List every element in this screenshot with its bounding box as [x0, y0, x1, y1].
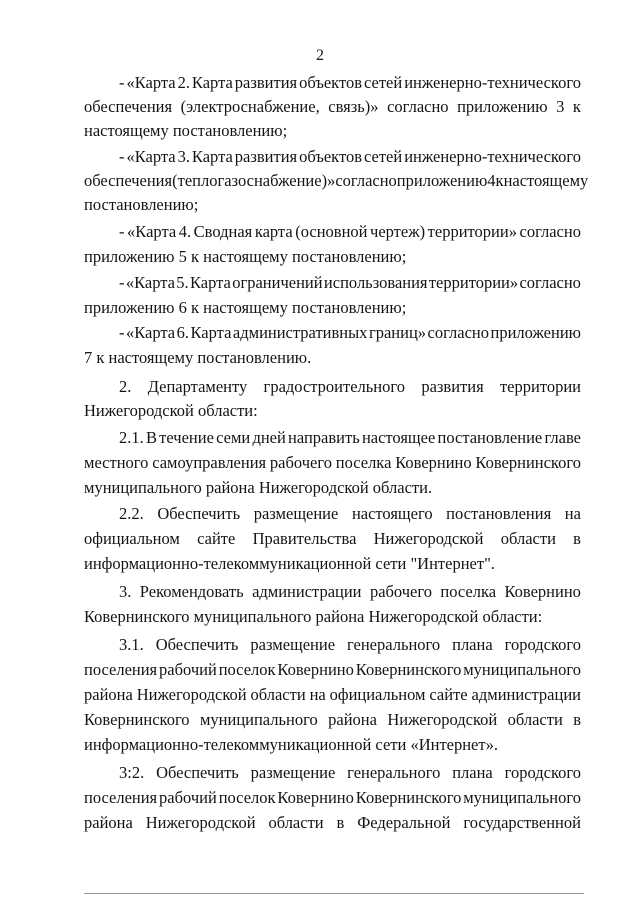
- word: сетей: [364, 147, 403, 166]
- word: ограничений: [232, 273, 323, 292]
- word: в: [573, 710, 581, 729]
- word: административных: [232, 323, 368, 342]
- word: В: [145, 428, 157, 447]
- word: объектов: [299, 73, 363, 92]
- text-line: постановлению;: [84, 195, 199, 214]
- text-line: [84, 710, 581, 730]
- text-line: 7 к настоящему постановлению.: [84, 348, 312, 367]
- word: района: [84, 685, 133, 704]
- word: рабочий: [159, 660, 217, 679]
- word: «Карта: [126, 323, 176, 342]
- word: -: [119, 222, 125, 241]
- word: района: [84, 813, 133, 832]
- word: настоящее: [361, 428, 436, 447]
- word: Нижегородской: [387, 710, 498, 729]
- word: постановления: [446, 504, 552, 523]
- word: территории»: [428, 273, 519, 292]
- word: Ковернинского: [355, 660, 462, 679]
- word: на: [564, 504, 581, 523]
- word: области: [507, 710, 563, 729]
- word: Карта: [190, 273, 231, 292]
- word: 4: [487, 171, 496, 190]
- word: муниципального: [463, 660, 581, 679]
- word: в: [336, 813, 345, 832]
- word: 3:2.: [119, 763, 145, 782]
- word: -: [119, 273, 125, 292]
- word: объектов: [299, 147, 363, 166]
- word: настоящему: [503, 171, 589, 190]
- word: границ»: [368, 323, 427, 342]
- text-line: [84, 660, 581, 680]
- word: приложению: [396, 171, 488, 190]
- bottom-divider: [84, 893, 584, 894]
- word: инженерно-технического: [404, 73, 581, 92]
- word: городского: [504, 635, 581, 654]
- text-line: муниципального района Нижегородской области.: [84, 478, 433, 497]
- word: направить: [288, 428, 360, 447]
- word: «Карта: [127, 222, 177, 241]
- word: поселка: [440, 582, 497, 601]
- word: приложению: [457, 97, 548, 116]
- text-line: приложению 5 к настоящему постановлению;: [84, 247, 407, 266]
- page-number: 2: [316, 47, 324, 64]
- word: 6.: [176, 323, 190, 342]
- word: Обеспечить: [157, 504, 241, 523]
- text-line: Ковернинского муниципального района Нижегородской области:: [84, 607, 543, 626]
- word: 2.: [119, 377, 132, 396]
- word: Ковернинского: [475, 453, 581, 472]
- text-line: [84, 529, 581, 549]
- word: согласно: [387, 97, 449, 116]
- word: 2.1.: [119, 428, 144, 447]
- word: Ковернинского: [355, 788, 462, 807]
- word: размещение: [250, 635, 336, 654]
- text-line: [119, 73, 581, 93]
- word: -: [119, 73, 125, 92]
- word: течение: [159, 428, 214, 447]
- word: инженерно-технического: [404, 147, 581, 166]
- word: размещение: [253, 504, 339, 523]
- word: градостроительного: [263, 377, 405, 396]
- word: городского: [504, 763, 581, 782]
- word: генерального: [347, 763, 441, 782]
- word: поселок: [218, 660, 276, 679]
- word: 3.: [119, 582, 132, 601]
- word: поселок: [218, 788, 276, 807]
- word: сетей: [364, 73, 403, 92]
- word: (электроснабжение,: [180, 97, 320, 116]
- word: Ковернинского: [84, 710, 190, 729]
- word: семи: [216, 428, 251, 447]
- word: администрации: [252, 582, 362, 601]
- text-line: [119, 222, 581, 242]
- word: 3.: [177, 147, 190, 166]
- word: согласно: [335, 171, 397, 190]
- word: в: [573, 529, 581, 548]
- text-line: [84, 171, 589, 191]
- word: развития: [234, 147, 298, 166]
- text-line: [119, 763, 581, 783]
- word: постановление: [437, 428, 543, 447]
- text-line: [119, 504, 581, 524]
- word: рабочего: [369, 582, 432, 601]
- word: Рекомендовать: [139, 582, 244, 601]
- word: территории: [499, 377, 581, 396]
- word: «Карта: [125, 273, 175, 292]
- text-line: информационно-телекоммуникационной сети "Интернет".: [84, 554, 495, 573]
- word: приложению: [490, 323, 581, 342]
- word: государственной: [463, 813, 581, 832]
- word: Карта: [191, 73, 233, 92]
- text-line: [84, 97, 581, 117]
- word: 2.2.: [119, 504, 144, 523]
- word: Обеспечить: [155, 635, 239, 654]
- word: к: [495, 171, 504, 190]
- word: карта: [254, 222, 293, 241]
- word: муниципального: [463, 788, 581, 807]
- word: Ковернино: [277, 660, 354, 679]
- word: настоящего: [351, 504, 433, 523]
- word: Ковернино: [395, 453, 472, 472]
- text-line: [84, 788, 581, 808]
- word: Карта: [191, 147, 233, 166]
- word: -: [119, 147, 125, 166]
- word: области: [268, 813, 324, 832]
- word: Сводная: [193, 222, 253, 241]
- word: главе: [544, 428, 581, 447]
- word: -: [119, 323, 125, 342]
- word: области: [500, 529, 556, 548]
- word: 5.: [176, 273, 189, 292]
- word: Нижегородской: [145, 813, 256, 832]
- text-line: [119, 582, 581, 602]
- word: плана: [452, 635, 493, 654]
- text-line: [119, 377, 581, 397]
- text-line: информационно-телекоммуникационной сети «Интернет».: [84, 735, 498, 754]
- text-line: [84, 453, 581, 473]
- word: генерального: [346, 635, 441, 654]
- text-line: [119, 147, 581, 167]
- word: связь)»: [328, 97, 379, 116]
- word: Нижегородской: [373, 529, 484, 548]
- word: согласно: [427, 323, 489, 342]
- word: рабочий: [159, 788, 217, 807]
- word: муниципального: [199, 710, 318, 729]
- word: области: [250, 685, 306, 704]
- word: обеспечения: [84, 97, 173, 116]
- text-line: настоящему постановлению;: [84, 121, 288, 140]
- word: территории»: [427, 222, 517, 241]
- text-line: [119, 428, 581, 448]
- word: поселения: [84, 788, 158, 807]
- word: сайте: [197, 529, 236, 548]
- word: согласно: [519, 222, 581, 241]
- word: официальном: [329, 685, 426, 704]
- word: Департаменту: [147, 377, 248, 396]
- text-line: [119, 273, 581, 293]
- word: Ковернино: [504, 582, 581, 601]
- word: Карта: [190, 323, 232, 342]
- word: согласно: [519, 273, 581, 292]
- word: развития: [234, 73, 298, 92]
- word: поселка: [335, 453, 392, 472]
- word: сайте: [429, 685, 468, 704]
- word: 2.: [177, 73, 190, 92]
- word: (основной: [295, 222, 368, 241]
- word: (теплогазоснабжение)»: [172, 171, 336, 190]
- text-line: [84, 685, 581, 705]
- word: развития: [421, 377, 484, 396]
- word: поселения: [84, 660, 158, 679]
- word: официальном: [84, 529, 180, 548]
- word: «Карта: [126, 73, 176, 92]
- text-line: приложению 6 к настоящему постановлению;: [84, 298, 407, 317]
- word: 3.1.: [119, 635, 144, 654]
- word: района: [328, 710, 377, 729]
- word: местного: [84, 453, 149, 472]
- word: 4.: [178, 222, 192, 241]
- word: Обеспечить: [156, 763, 239, 782]
- word: Ковернино: [277, 788, 354, 807]
- word: администрации: [471, 685, 581, 704]
- word: на: [309, 685, 326, 704]
- word: чертеж): [370, 222, 426, 241]
- word: размещение: [250, 763, 336, 782]
- word: Нижегородской: [136, 685, 247, 704]
- word: дней: [252, 428, 286, 447]
- text-line: [84, 813, 581, 833]
- text-line: [119, 635, 581, 655]
- text-line: [119, 323, 581, 343]
- word: использования: [323, 273, 428, 292]
- word: 3: [556, 97, 565, 116]
- word: самоуправления: [152, 453, 267, 472]
- word: обеспечения: [84, 171, 173, 190]
- word: плана: [452, 763, 493, 782]
- word: Правительства: [252, 529, 357, 548]
- word: Федеральной: [357, 813, 451, 832]
- text-line: Нижегородской области:: [84, 401, 258, 420]
- word: к: [572, 97, 581, 116]
- word: «Карта: [126, 147, 176, 166]
- word: рабочего: [269, 453, 332, 472]
